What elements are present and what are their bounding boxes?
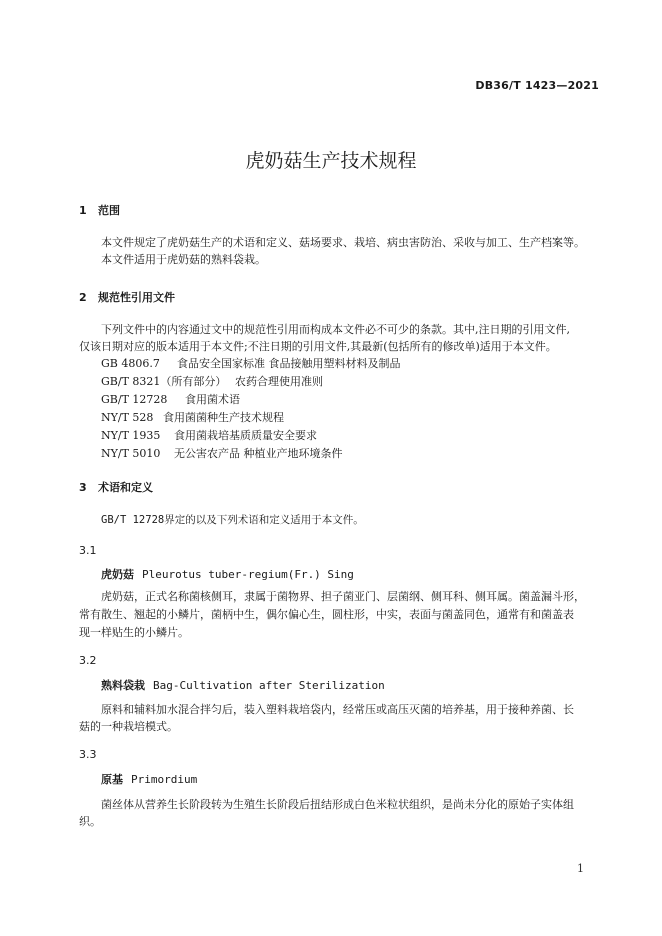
definition-line: 原料和辅料加水混合拌匀后，装入塑料栽培袋内，经常压或高压灭菌的培养基，用于接种养菌、长 [101, 703, 574, 716]
section-number: 3 [79, 481, 87, 494]
term-english: Bag-Cultivation after Sterilization [153, 679, 385, 692]
term-chinese: 虎奶菇 [101, 568, 134, 581]
reference-item [101, 355, 401, 373]
definition-line: 虎奶菇，正式名称菌核侧耳，隶属于菌物界、担子菌亚门、层菌纲、侧耳科、侧耳属。菌盖漏斗形， [101, 590, 585, 603]
section-2-heading [79, 289, 175, 305]
reference-code: NY/T 5010 [101, 447, 161, 460]
standard-code: DB36/T 1423—2021 [475, 79, 599, 92]
section-number: 2 [79, 291, 87, 304]
reference-list [101, 355, 401, 463]
section-title: 规范性引用文件 [98, 291, 175, 304]
reference-item [101, 445, 401, 463]
reference-code: GB/T 12728 [101, 393, 168, 406]
paragraph: 本文件适用于虎奶菇的熟料袋栽。 [101, 253, 266, 266]
term-entry [101, 566, 354, 582]
paragraph: 本文件规定了虎奶菇生产的术语和定义、菇场要求、栽培、病虫害防治、采收与加工、生产档案等。 [101, 236, 585, 249]
reference-title: 食品安全国家标准 食品接触用塑料材料及制品 [177, 357, 401, 370]
reference-title: 无公害农产品 种植业产地环境条件 [174, 447, 343, 460]
document-title: 虎奶菇生产技术规程 [245, 150, 417, 172]
definition-line: 常有散生、翘起的小鳞片，菌柄中生，偶尔偏心生，圆柱形，中实，表面与菌盖同色，通常有和菌盖表 [79, 608, 574, 621]
term-number: 3.2 [79, 654, 97, 667]
definition-line: 菇的一种栽培模式。 [79, 720, 178, 733]
paragraph: 下列文件中的内容通过文中的规范性引用而构成本文件必不可少的条款。其中,注日期的引用文件, [101, 323, 570, 336]
term-chinese: 原基 [101, 773, 123, 786]
reference-item [101, 391, 401, 409]
section-title: 范围 [98, 204, 120, 217]
term-chinese: 熟料袋栽 [101, 679, 145, 692]
reference-code: GB 4806.7 [101, 357, 160, 370]
definition-line: 现一样贴生的小鳞片。 [79, 626, 189, 639]
page-number: 1 [577, 862, 584, 875]
reference-title: 食用菌栽培基质质量安全要求 [174, 429, 317, 442]
term-number: 3.1 [79, 544, 97, 557]
definition-line: 织。 [79, 815, 101, 828]
reference-item [101, 373, 401, 391]
term-entry [101, 771, 197, 787]
term-english: Primordium [131, 773, 198, 786]
reference-title: 食用菌术语 [185, 393, 240, 406]
section-3-heading [79, 479, 153, 495]
section-number: 1 [79, 204, 87, 217]
reference-code: NY/T 528 [101, 411, 154, 424]
reference-title: 食用菌菌种生产技术规程 [163, 411, 284, 424]
section-title: 术语和定义 [98, 481, 153, 494]
reference-code: NY/T 1935 [101, 429, 161, 442]
reference-title: 农药合理使用准则 [235, 375, 323, 388]
term-english: Pleurotus tuber-regium(Fr.) Sing [142, 568, 354, 581]
section-1-heading [79, 202, 120, 218]
reference-item [101, 427, 401, 445]
reference-code: GB/T 8321（所有部分） [101, 375, 227, 388]
term-entry [101, 677, 385, 693]
paragraph: 仅该日期对应的版本适用于本文件;不注日期的引用文件,其最新(包括所有的修改单)适用于本文件。 [79, 340, 557, 353]
paragraph: GB/T 12728界定的以及下列术语和定义适用于本文件。 [101, 514, 364, 526]
reference-item [101, 409, 401, 427]
definition-line: 菌丝体从营养生长阶段转为生殖生长阶段后扭结形成白色米粒状组织，是尚未分化的原始子实体组 [101, 798, 574, 811]
term-number: 3.3 [79, 748, 97, 761]
